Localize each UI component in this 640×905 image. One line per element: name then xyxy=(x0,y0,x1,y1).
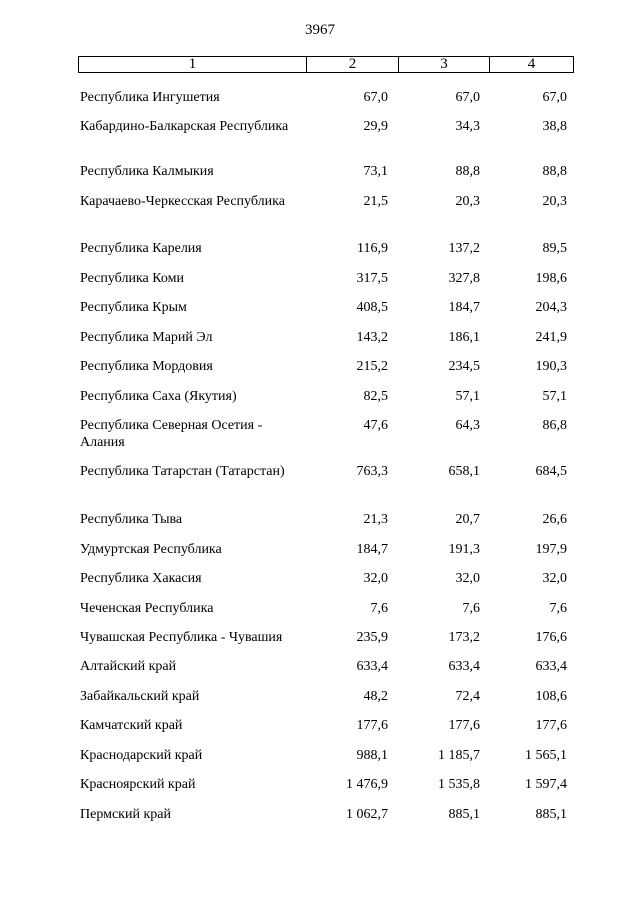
region-name: Республика Северная Осетия - Алания xyxy=(80,418,263,450)
region-name: Республика Марий Эл xyxy=(80,330,213,345)
value-col-3: 177,6 xyxy=(448,718,480,733)
value-col-2: 82,5 xyxy=(363,389,388,404)
region-name: Пермский край xyxy=(80,807,171,822)
value-col-4: 89,5 xyxy=(542,241,567,256)
region-name: Удмуртская Республика xyxy=(80,542,222,557)
value-col-2: 408,5 xyxy=(356,300,388,315)
value-col-3: 327,8 xyxy=(448,271,480,286)
value-col-3: 34,3 xyxy=(455,119,480,134)
value-col-4: 197,9 xyxy=(535,542,567,557)
value-col-4: 204,3 xyxy=(535,300,567,315)
value-col-3: 186,1 xyxy=(448,330,480,345)
value-col-2: 235,9 xyxy=(356,630,388,645)
region-name: Чеченская Республика xyxy=(80,601,214,616)
value-col-4: 190,3 xyxy=(535,359,567,374)
value-col-4: 26,6 xyxy=(542,512,567,527)
region-name: Краснодарский край xyxy=(80,748,203,763)
value-col-4: 177,6 xyxy=(535,718,567,733)
value-col-3: 20,3 xyxy=(455,194,480,209)
value-col-2: 1 476,9 xyxy=(346,777,388,792)
value-col-4: 67,0 xyxy=(542,90,567,105)
region-name: Республика Мордовия xyxy=(80,359,213,374)
value-col-4: 1 597,4 xyxy=(525,777,567,792)
value-col-3: 173,2 xyxy=(448,630,480,645)
value-col-2: 988,1 xyxy=(356,748,388,763)
header-col-2: 2 xyxy=(307,57,399,72)
region-name: Республика Карелия xyxy=(80,241,202,256)
region-name: Карачаево-Черкесская Республика xyxy=(80,194,285,209)
value-col-2: 184,7 xyxy=(356,542,388,557)
header-col-3: 3 xyxy=(399,57,490,72)
value-col-3: 7,6 xyxy=(462,601,480,616)
value-col-3: 20,7 xyxy=(455,512,480,527)
header-col-4: 4 xyxy=(527,56,536,72)
value-col-4: 241,9 xyxy=(535,330,567,345)
value-col-4: 108,6 xyxy=(535,689,567,704)
value-col-4: 32,0 xyxy=(542,571,567,586)
value-col-3: 1 535,8 xyxy=(438,777,480,792)
value-col-3: 64,3 xyxy=(455,418,480,433)
value-col-4: 885,1 xyxy=(535,807,567,822)
value-col-2: 73,1 xyxy=(363,164,388,179)
value-col-4: 684,5 xyxy=(535,464,567,479)
value-col-3: 1 185,7 xyxy=(438,748,480,763)
value-col-3: 88,8 xyxy=(455,164,480,179)
value-col-2: 116,9 xyxy=(357,241,388,256)
value-col-4: 198,6 xyxy=(535,271,567,286)
region-name: Камчатский край xyxy=(80,718,183,733)
value-col-2: 48,2 xyxy=(363,689,388,704)
value-col-4: 176,6 xyxy=(535,630,567,645)
region-name: Республика Хакасия xyxy=(80,571,202,586)
region-name: Республика Ингушетия xyxy=(80,90,220,105)
page-number: 3967 xyxy=(305,22,335,38)
value-col-2: 1 062,7 xyxy=(346,807,388,822)
value-col-4: 20,3 xyxy=(542,194,567,209)
region-name: Республика Коми xyxy=(80,271,184,286)
header-col-1: 1 xyxy=(79,57,307,72)
value-col-3: 72,4 xyxy=(455,689,480,704)
region-name: Забайкальский край xyxy=(80,689,200,704)
region-name: Кабардино-Балкарская Республика xyxy=(80,119,289,134)
value-col-4: 633,4 xyxy=(535,659,567,674)
value-col-3: 885,1 xyxy=(448,807,480,822)
region-name: Республика Тыва xyxy=(80,512,183,527)
value-col-2: 215,2 xyxy=(356,359,388,374)
region-name: Республика Саха (Якутия) xyxy=(80,389,237,404)
value-col-2: 633,4 xyxy=(356,659,388,674)
value-col-2: 21,5 xyxy=(363,194,388,209)
value-col-2: 7,6 xyxy=(370,601,388,616)
value-col-4: 38,8 xyxy=(542,119,567,134)
value-col-2: 67,0 xyxy=(363,90,388,105)
value-col-2: 29,9 xyxy=(363,119,388,134)
value-col-2: 143,2 xyxy=(356,330,388,345)
value-col-3: 137,2 xyxy=(448,241,480,256)
value-col-4: 7,6 xyxy=(549,601,567,616)
value-col-3: 57,1 xyxy=(455,389,480,404)
value-col-2: 317,5 xyxy=(356,271,388,286)
region-name: Республика Татарстан (Татарстан) xyxy=(80,464,285,479)
region-name: Алтайский край xyxy=(80,659,177,674)
value-col-4: 86,8 xyxy=(542,418,567,433)
region-name: Республика Крым xyxy=(80,300,187,315)
value-col-3: 191,3 xyxy=(448,542,480,557)
value-col-2: 177,6 xyxy=(356,718,388,733)
value-col-3: 658,1 xyxy=(448,464,480,479)
region-name: Красноярский край xyxy=(80,777,196,792)
value-col-3: 184,7 xyxy=(448,300,480,315)
value-col-3: 234,5 xyxy=(448,359,480,374)
region-name: Чувашская Республика - Чувашия xyxy=(80,630,283,645)
value-col-4: 57,1 xyxy=(542,389,567,404)
value-col-2: 47,6 xyxy=(363,418,388,433)
value-col-2: 763,3 xyxy=(356,464,388,479)
value-col-3: 633,4 xyxy=(448,659,480,674)
value-col-3: 67,0 xyxy=(455,90,480,105)
value-col-3: 32,0 xyxy=(455,571,480,586)
value-col-2: 21,3 xyxy=(363,512,388,527)
value-col-2: 32,0 xyxy=(363,571,388,586)
value-col-4: 1 565,1 xyxy=(525,748,567,763)
value-col-4: 88,8 xyxy=(542,164,567,179)
region-name: Республика Калмыкия xyxy=(80,164,214,179)
